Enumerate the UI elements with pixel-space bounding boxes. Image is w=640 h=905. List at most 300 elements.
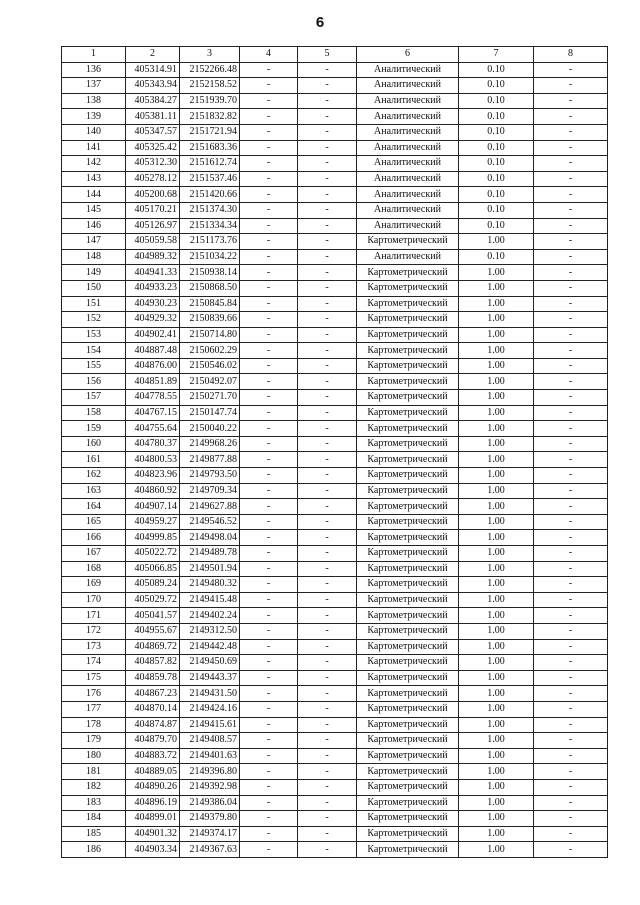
cell-col-8: - bbox=[534, 218, 608, 234]
cell-coord-y: 2149386.04 bbox=[180, 795, 240, 811]
cell-col-4: - bbox=[240, 733, 298, 749]
cell-col-5: - bbox=[298, 140, 357, 156]
cell-coord-x: 404930.23 bbox=[126, 296, 180, 312]
cell-method: Картометрический bbox=[357, 842, 459, 858]
cell-accuracy: 1.00 bbox=[459, 717, 534, 733]
cell-accuracy: 1.00 bbox=[459, 468, 534, 484]
cell-col-8: - bbox=[534, 826, 608, 842]
cell-method: Картометрический bbox=[357, 234, 459, 250]
cell-col-5: - bbox=[298, 514, 357, 530]
cell-coord-y: 2151537.46 bbox=[180, 171, 240, 187]
table-row bbox=[62, 249, 608, 265]
table-row bbox=[62, 93, 608, 109]
cell-method: Картометрический bbox=[357, 546, 459, 562]
cell-col-8: - bbox=[534, 655, 608, 671]
cell-col-5: - bbox=[298, 608, 357, 624]
cell-col-8: - bbox=[534, 561, 608, 577]
cell-method: Картометрический bbox=[357, 561, 459, 577]
cell-method: Картометрический bbox=[357, 296, 459, 312]
cell-coord-y: 2149415.61 bbox=[180, 717, 240, 733]
cell-point-number: 146 bbox=[62, 218, 126, 234]
cell-method: Аналитический bbox=[357, 62, 459, 78]
cell-point-number: 174 bbox=[62, 655, 126, 671]
cell-method: Аналитический bbox=[357, 93, 459, 109]
cell-point-number: 160 bbox=[62, 436, 126, 452]
cell-col-5: - bbox=[298, 405, 357, 421]
cell-col-5: - bbox=[298, 358, 357, 374]
cell-method: Картометрический bbox=[357, 764, 459, 780]
cell-point-number: 163 bbox=[62, 483, 126, 499]
column-header: 3 bbox=[180, 47, 240, 63]
cell-coord-x: 404879.70 bbox=[126, 733, 180, 749]
cell-method: Картометрический bbox=[357, 623, 459, 639]
cell-method: Картометрический bbox=[357, 717, 459, 733]
cell-col-5: - bbox=[298, 187, 357, 203]
cell-col-8: - bbox=[534, 358, 608, 374]
cell-coord-y: 2151420.66 bbox=[180, 187, 240, 203]
cell-col-5: - bbox=[298, 156, 357, 172]
cell-coord-y: 2150602.29 bbox=[180, 343, 240, 359]
cell-col-4: - bbox=[240, 249, 298, 265]
cell-coord-y: 2150546.02 bbox=[180, 358, 240, 374]
cell-col-4: - bbox=[240, 93, 298, 109]
cell-accuracy: 1.00 bbox=[459, 592, 534, 608]
table-row bbox=[62, 452, 608, 468]
cell-point-number: 181 bbox=[62, 764, 126, 780]
table-row bbox=[62, 280, 608, 296]
table-row bbox=[62, 218, 608, 234]
cell-method: Картометрический bbox=[357, 655, 459, 671]
cell-col-8: - bbox=[534, 733, 608, 749]
cell-coord-y: 2149501.94 bbox=[180, 561, 240, 577]
column-header: 8 bbox=[534, 47, 608, 63]
cell-method: Картометрический bbox=[357, 327, 459, 343]
cell-point-number: 162 bbox=[62, 468, 126, 484]
cell-method: Картометрический bbox=[357, 608, 459, 624]
cell-col-8: - bbox=[534, 623, 608, 639]
cell-point-number: 180 bbox=[62, 748, 126, 764]
cell-col-4: - bbox=[240, 748, 298, 764]
cell-col-8: - bbox=[534, 109, 608, 125]
cell-coord-y: 2149379.80 bbox=[180, 811, 240, 827]
cell-coord-x: 404870.14 bbox=[126, 701, 180, 717]
cell-col-4: - bbox=[240, 171, 298, 187]
cell-point-number: 175 bbox=[62, 670, 126, 686]
cell-coord-y: 2149367.63 bbox=[180, 842, 240, 858]
cell-col-5: - bbox=[298, 639, 357, 655]
table-row bbox=[62, 483, 608, 499]
table-row bbox=[62, 701, 608, 717]
cell-point-number: 149 bbox=[62, 265, 126, 281]
cell-col-4: - bbox=[240, 421, 298, 437]
cell-col-5: - bbox=[298, 249, 357, 265]
cell-accuracy: 1.00 bbox=[459, 312, 534, 328]
cell-point-number: 143 bbox=[62, 171, 126, 187]
cell-col-4: - bbox=[240, 608, 298, 624]
cell-col-4: - bbox=[240, 374, 298, 390]
cell-col-8: - bbox=[534, 717, 608, 733]
cell-accuracy: 1.00 bbox=[459, 390, 534, 406]
table-row bbox=[62, 561, 608, 577]
cell-col-4: - bbox=[240, 452, 298, 468]
table-row bbox=[62, 343, 608, 359]
cell-point-number: 158 bbox=[62, 405, 126, 421]
cell-col-4: - bbox=[240, 140, 298, 156]
cell-coord-y: 2150868.50 bbox=[180, 280, 240, 296]
cell-method: Картометрический bbox=[357, 514, 459, 530]
cell-accuracy: 1.00 bbox=[459, 436, 534, 452]
cell-col-4: - bbox=[240, 717, 298, 733]
cell-point-number: 157 bbox=[62, 390, 126, 406]
cell-point-number: 153 bbox=[62, 327, 126, 343]
cell-method: Картометрический bbox=[357, 499, 459, 515]
cell-accuracy: 1.00 bbox=[459, 499, 534, 515]
cell-coord-y: 2149431.50 bbox=[180, 686, 240, 702]
cell-coord-x: 405314.91 bbox=[126, 62, 180, 78]
cell-accuracy: 0.10 bbox=[459, 156, 534, 172]
cell-coord-x: 404869.72 bbox=[126, 639, 180, 655]
cell-col-8: - bbox=[534, 327, 608, 343]
cell-accuracy: 0.10 bbox=[459, 109, 534, 125]
cell-col-4: - bbox=[240, 811, 298, 827]
cell-coord-y: 2149968.26 bbox=[180, 436, 240, 452]
cell-coord-x: 405381.11 bbox=[126, 109, 180, 125]
cell-accuracy: 1.00 bbox=[459, 670, 534, 686]
cell-coord-y: 2149480.32 bbox=[180, 577, 240, 593]
cell-coord-y: 2149415.48 bbox=[180, 592, 240, 608]
cell-coord-y: 2149392.98 bbox=[180, 779, 240, 795]
cell-accuracy: 1.00 bbox=[459, 623, 534, 639]
cell-method: Картометрический bbox=[357, 592, 459, 608]
table-row bbox=[62, 639, 608, 655]
cell-accuracy: 1.00 bbox=[459, 764, 534, 780]
cell-accuracy: 1.00 bbox=[459, 514, 534, 530]
cell-col-8: - bbox=[534, 499, 608, 515]
cell-point-number: 171 bbox=[62, 608, 126, 624]
cell-col-8: - bbox=[534, 514, 608, 530]
cell-coord-x: 405059.58 bbox=[126, 234, 180, 250]
cell-coord-x: 404959.27 bbox=[126, 514, 180, 530]
cell-accuracy: 0.10 bbox=[459, 171, 534, 187]
cell-coord-y: 2150714.80 bbox=[180, 327, 240, 343]
cell-col-5: - bbox=[298, 374, 357, 390]
cell-coord-y: 2149408.57 bbox=[180, 733, 240, 749]
cell-accuracy: 1.00 bbox=[459, 421, 534, 437]
cell-accuracy: 0.10 bbox=[459, 124, 534, 140]
cell-col-5: - bbox=[298, 546, 357, 562]
cell-coord-x: 404899.01 bbox=[126, 811, 180, 827]
cell-col-4: - bbox=[240, 795, 298, 811]
table-row bbox=[62, 327, 608, 343]
cell-point-number: 168 bbox=[62, 561, 126, 577]
cell-coord-x: 405200.68 bbox=[126, 187, 180, 203]
cell-col-8: - bbox=[534, 202, 608, 218]
cell-accuracy: 1.00 bbox=[459, 374, 534, 390]
cell-col-4: - bbox=[240, 327, 298, 343]
cell-col-4: - bbox=[240, 265, 298, 281]
table-row bbox=[62, 374, 608, 390]
cell-col-4: - bbox=[240, 280, 298, 296]
cell-col-5: - bbox=[298, 623, 357, 639]
cell-method: Картометрический bbox=[357, 733, 459, 749]
cell-col-5: - bbox=[298, 686, 357, 702]
cell-coord-x: 404890.26 bbox=[126, 779, 180, 795]
cell-col-5: - bbox=[298, 390, 357, 406]
cell-col-8: - bbox=[534, 78, 608, 94]
cell-col-8: - bbox=[534, 171, 608, 187]
cell-coord-y: 2149489.78 bbox=[180, 546, 240, 562]
cell-method: Аналитический bbox=[357, 202, 459, 218]
cell-coord-x: 404989.32 bbox=[126, 249, 180, 265]
cell-coord-x: 404941.33 bbox=[126, 265, 180, 281]
cell-col-5: - bbox=[298, 109, 357, 125]
cell-accuracy: 1.00 bbox=[459, 795, 534, 811]
cell-col-5: - bbox=[298, 748, 357, 764]
cell-col-5: - bbox=[298, 436, 357, 452]
table-row bbox=[62, 530, 608, 546]
cell-col-5: - bbox=[298, 733, 357, 749]
cell-method: Картометрический bbox=[357, 811, 459, 827]
cell-col-8: - bbox=[534, 764, 608, 780]
table-row bbox=[62, 748, 608, 764]
cell-point-number: 147 bbox=[62, 234, 126, 250]
cell-accuracy: 1.00 bbox=[459, 452, 534, 468]
cell-col-5: - bbox=[298, 701, 357, 717]
cell-method: Аналитический bbox=[357, 140, 459, 156]
cell-point-number: 185 bbox=[62, 826, 126, 842]
cell-method: Картометрический bbox=[357, 701, 459, 717]
table-row bbox=[62, 421, 608, 437]
cell-col-5: - bbox=[298, 764, 357, 780]
column-header: 5 bbox=[298, 47, 357, 63]
cell-coord-x: 404800.53 bbox=[126, 452, 180, 468]
table-row bbox=[62, 592, 608, 608]
cell-coord-x: 404929.32 bbox=[126, 312, 180, 328]
cell-accuracy: 1.00 bbox=[459, 343, 534, 359]
cell-coord-x: 404901.32 bbox=[126, 826, 180, 842]
cell-coord-y: 2150845.84 bbox=[180, 296, 240, 312]
cell-col-8: - bbox=[534, 405, 608, 421]
cell-col-5: - bbox=[298, 327, 357, 343]
cell-col-8: - bbox=[534, 187, 608, 203]
cell-accuracy: 1.00 bbox=[459, 530, 534, 546]
cell-col-8: - bbox=[534, 390, 608, 406]
table-row bbox=[62, 296, 608, 312]
cell-col-8: - bbox=[534, 421, 608, 437]
cell-method: Картометрический bbox=[357, 670, 459, 686]
cell-col-4: - bbox=[240, 187, 298, 203]
cell-col-4: - bbox=[240, 546, 298, 562]
cell-accuracy: 0.10 bbox=[459, 78, 534, 94]
cell-col-8: - bbox=[534, 608, 608, 624]
cell-col-8: - bbox=[534, 592, 608, 608]
cell-point-number: 137 bbox=[62, 78, 126, 94]
cell-accuracy: 1.00 bbox=[459, 577, 534, 593]
cell-coord-y: 2151374.30 bbox=[180, 202, 240, 218]
cell-accuracy: 1.00 bbox=[459, 296, 534, 312]
cell-accuracy: 0.10 bbox=[459, 93, 534, 109]
table-row bbox=[62, 171, 608, 187]
cell-col-5: - bbox=[298, 561, 357, 577]
column-header: 2 bbox=[126, 47, 180, 63]
cell-col-4: - bbox=[240, 234, 298, 250]
cell-col-4: - bbox=[240, 109, 298, 125]
cell-coord-x: 405312.30 bbox=[126, 156, 180, 172]
table-row bbox=[62, 312, 608, 328]
cell-col-4: - bbox=[240, 202, 298, 218]
cell-coord-y: 2152266.48 bbox=[180, 62, 240, 78]
cell-point-number: 184 bbox=[62, 811, 126, 827]
cell-accuracy: 1.00 bbox=[459, 280, 534, 296]
cell-method: Картометрический bbox=[357, 312, 459, 328]
cell-accuracy: 0.10 bbox=[459, 218, 534, 234]
cell-coord-y: 2149312.50 bbox=[180, 623, 240, 639]
cell-coord-x: 405041.57 bbox=[126, 608, 180, 624]
cell-col-5: - bbox=[298, 343, 357, 359]
cell-coord-x: 405022.72 bbox=[126, 546, 180, 562]
cell-coord-y: 2149424.16 bbox=[180, 701, 240, 717]
cell-point-number: 141 bbox=[62, 140, 126, 156]
cell-coord-x: 405384.27 bbox=[126, 93, 180, 109]
cell-col-4: - bbox=[240, 218, 298, 234]
cell-point-number: 178 bbox=[62, 717, 126, 733]
cell-coord-x: 404907.14 bbox=[126, 499, 180, 515]
cell-accuracy: 0.10 bbox=[459, 249, 534, 265]
cell-method: Аналитический bbox=[357, 249, 459, 265]
cell-col-4: - bbox=[240, 826, 298, 842]
cell-col-8: - bbox=[534, 452, 608, 468]
cell-col-5: - bbox=[298, 577, 357, 593]
cell-method: Картометрический bbox=[357, 343, 459, 359]
table-row bbox=[62, 842, 608, 858]
cell-accuracy: 0.10 bbox=[459, 202, 534, 218]
cell-coord-y: 2151683.36 bbox=[180, 140, 240, 156]
cell-col-5: - bbox=[298, 280, 357, 296]
cell-method: Картометрический bbox=[357, 468, 459, 484]
cell-col-8: - bbox=[534, 296, 608, 312]
table-row bbox=[62, 234, 608, 250]
cell-point-number: 145 bbox=[62, 202, 126, 218]
cell-col-8: - bbox=[534, 249, 608, 265]
table-row bbox=[62, 436, 608, 452]
cell-point-number: 186 bbox=[62, 842, 126, 858]
cell-coord-x: 404903.34 bbox=[126, 842, 180, 858]
cell-col-5: - bbox=[298, 62, 357, 78]
cell-coord-y: 2149402.24 bbox=[180, 608, 240, 624]
cell-coord-y: 2152158.52 bbox=[180, 78, 240, 94]
table-row bbox=[62, 187, 608, 203]
cell-coord-y: 2150040.22 bbox=[180, 421, 240, 437]
table-row bbox=[62, 109, 608, 125]
cell-col-4: - bbox=[240, 561, 298, 577]
cell-accuracy: 1.00 bbox=[459, 546, 534, 562]
cell-col-8: - bbox=[534, 374, 608, 390]
table-row bbox=[62, 62, 608, 78]
table-row bbox=[62, 499, 608, 515]
cell-point-number: 150 bbox=[62, 280, 126, 296]
table-row bbox=[62, 358, 608, 374]
cell-coord-x: 404778.55 bbox=[126, 390, 180, 406]
cell-coord-x: 404857.82 bbox=[126, 655, 180, 671]
cell-accuracy: 1.00 bbox=[459, 748, 534, 764]
cell-accuracy: 1.00 bbox=[459, 358, 534, 374]
cell-col-5: - bbox=[298, 296, 357, 312]
cell-col-5: - bbox=[298, 842, 357, 858]
cell-point-number: 139 bbox=[62, 109, 126, 125]
cell-coord-x: 404887.48 bbox=[126, 343, 180, 359]
table-row bbox=[62, 655, 608, 671]
cell-coord-x: 405347.57 bbox=[126, 124, 180, 140]
cell-point-number: 179 bbox=[62, 733, 126, 749]
cell-col-4: - bbox=[240, 483, 298, 499]
cell-col-5: - bbox=[298, 78, 357, 94]
cell-coord-y: 2149877.88 bbox=[180, 452, 240, 468]
cell-col-5: - bbox=[298, 452, 357, 468]
column-header: 1 bbox=[62, 47, 126, 63]
table-body bbox=[62, 62, 608, 857]
cell-col-4: - bbox=[240, 156, 298, 172]
cell-accuracy: 1.00 bbox=[459, 826, 534, 842]
cell-col-8: - bbox=[534, 546, 608, 562]
cell-coord-y: 2149443.37 bbox=[180, 670, 240, 686]
cell-col-5: - bbox=[298, 811, 357, 827]
cell-col-5: - bbox=[298, 468, 357, 484]
cell-accuracy: 1.00 bbox=[459, 265, 534, 281]
cell-coord-y: 2149709.34 bbox=[180, 483, 240, 499]
cell-point-number: 161 bbox=[62, 452, 126, 468]
cell-accuracy: 1.00 bbox=[459, 608, 534, 624]
cell-method: Картометрический bbox=[357, 452, 459, 468]
cell-coord-x: 404780.37 bbox=[126, 436, 180, 452]
cell-method: Картометрический bbox=[357, 265, 459, 281]
cell-coord-y: 2150271.70 bbox=[180, 390, 240, 406]
cell-coord-x: 404896.19 bbox=[126, 795, 180, 811]
cell-coord-y: 2151034.22 bbox=[180, 249, 240, 265]
table-row bbox=[62, 265, 608, 281]
cell-method: Картометрический bbox=[357, 779, 459, 795]
cell-col-5: - bbox=[298, 483, 357, 499]
cell-point-number: 136 bbox=[62, 62, 126, 78]
cell-col-8: - bbox=[534, 811, 608, 827]
cell-col-8: - bbox=[534, 530, 608, 546]
cell-coord-y: 2151173.76 bbox=[180, 234, 240, 250]
cell-method: Аналитический bbox=[357, 171, 459, 187]
cell-accuracy: 1.00 bbox=[459, 483, 534, 499]
table-row bbox=[62, 717, 608, 733]
cell-col-5: - bbox=[298, 312, 357, 328]
cell-coord-y: 2149793.50 bbox=[180, 468, 240, 484]
cell-coord-x: 404874.87 bbox=[126, 717, 180, 733]
cell-point-number: 156 bbox=[62, 374, 126, 390]
cell-coord-y: 2151939.70 bbox=[180, 93, 240, 109]
cell-accuracy: 1.00 bbox=[459, 779, 534, 795]
cell-coord-x: 405343.94 bbox=[126, 78, 180, 94]
cell-coord-x: 404902.41 bbox=[126, 327, 180, 343]
cell-accuracy: 0.10 bbox=[459, 140, 534, 156]
cell-accuracy: 1.00 bbox=[459, 234, 534, 250]
cell-col-8: - bbox=[534, 686, 608, 702]
cell-point-number: 177 bbox=[62, 701, 126, 717]
table-row bbox=[62, 779, 608, 795]
cell-method: Аналитический bbox=[357, 124, 459, 140]
cell-method: Аналитический bbox=[357, 218, 459, 234]
cell-accuracy: 1.00 bbox=[459, 655, 534, 671]
cell-coord-y: 2151612.74 bbox=[180, 156, 240, 172]
cell-coord-x: 404860.92 bbox=[126, 483, 180, 499]
cell-point-number: 151 bbox=[62, 296, 126, 312]
cell-coord-y: 2149627.88 bbox=[180, 499, 240, 515]
cell-accuracy: 1.00 bbox=[459, 842, 534, 858]
